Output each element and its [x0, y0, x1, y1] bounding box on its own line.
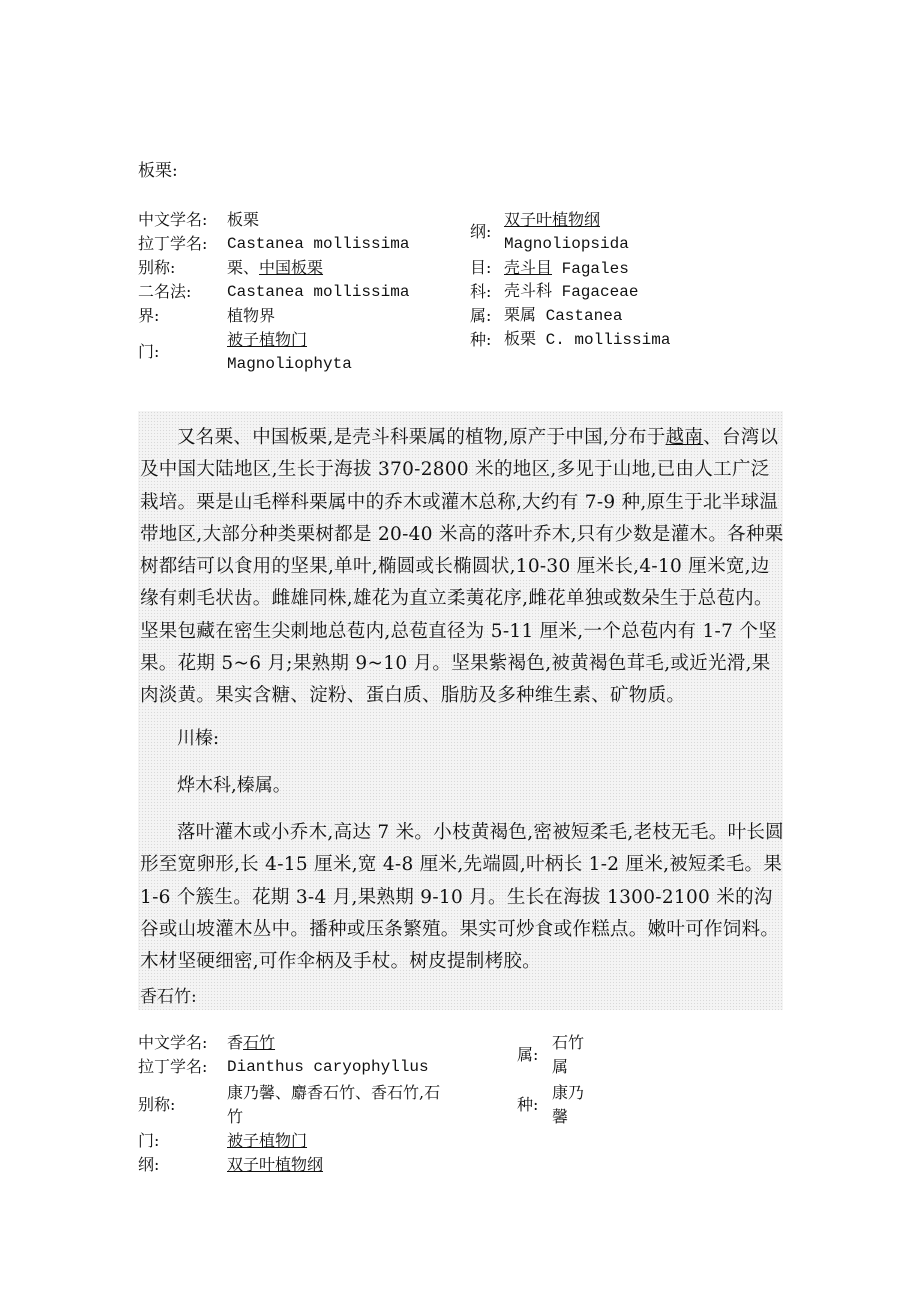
vietnam-link[interactable]: 越南 — [665, 427, 704, 448]
hazel-description — [140, 817, 785, 978]
value-carnation-species-2: 馨 — [552, 1107, 569, 1126]
value-phylum-link[interactable]: 被子植物门 — [227, 330, 308, 349]
label-alias: 别称: — [138, 258, 176, 277]
label-class: 纲: — [470, 222, 492, 241]
value-class-link[interactable]: 双子叶植物纲 — [504, 210, 601, 229]
chestnut-heading: 板栗: — [138, 161, 178, 181]
value-carnation-genus-1: 石竹 — [552, 1033, 585, 1052]
label-carnation-class: 纲: — [138, 1155, 160, 1174]
label-genus: 属: — [470, 306, 492, 325]
label-kingdom: 界: — [138, 306, 160, 325]
chestnut-text-b: 、台湾以及中国大陆地区,生长于海拔 370-2800 米的地区,多见于山地,已由人工广泛栽培。栗是山毛榉科栗属中的乔木或灌木总称,大约有 7-9 种,原生于北半球温带地区,大部分种类栗树都是 20-40 米高的落叶乔木,只有少数是灌木。各种栗树都结可以食用的坚果,单叶,椭圆或长椭圆状,10-30 厘米长,4-10 厘米宽,边缘有刺毛状齿。雌雄同株,雄花为直立柔荑花序,雌花单独或数朵生于总苞内。坚果包藏在密生尖刺地总苞内,总苞直径为 5-11 厘米,一个总苞内有 1-7 个坚果。花期 5~6 月;果熟期 9~10 月。坚果紫褐色,被黄褐色茸毛,或近光滑,果肉淡黄。果实含糖、淀粉、蛋白质、脂肪及多种维生素、矿物质。 — [140, 427, 784, 707]
label-latin-name: 拉丁学名: — [138, 234, 208, 253]
value-genus: 栗属 Castanea — [504, 307, 623, 325]
carnation-cn-a: 香 — [227, 1033, 244, 1052]
carnation-cn-link[interactable]: 石竹 — [243, 1033, 276, 1052]
value-carnation-latin: Dianthus caryophyllus — [227, 1058, 429, 1076]
hazel-paragraph: 落叶灌木或小乔木,高达 7 米。小枝黄褐色,密被短柔毛,老枝无毛。叶长圆形至宽卵形,长 4-15 厘米,宽 4-8 厘米,先端圆,叶柄长 1-2 厘米,被短柔毛。果 1-6 个簇生。花期 3-4 月,果熟期 9-10 月。生长在海拔 1300-2100 米的沟谷或山坡灌木丛中。播种或压条繁殖。果实可炒食或作糕点。嫩叶可作饲料。木材坚硬细密,可作伞柄及手杖。树皮提制栲胶。 — [140, 822, 784, 973]
order-link[interactable]: 壳斗目 — [504, 258, 553, 277]
carnation-heading: 香石竹: — [140, 987, 197, 1007]
value-kingdom: 植物界 — [227, 306, 276, 325]
chestnut-info-right — [470, 208, 770, 358]
order-latin: Fagales — [552, 260, 629, 278]
chestnut-description — [140, 422, 785, 713]
alias-text: 栗、 — [227, 258, 260, 277]
carnation-info-right — [517, 1031, 637, 1131]
value-carnation-species-1: 康乃 — [552, 1083, 585, 1102]
hazel-family: 烨木科,榛属。 — [177, 775, 291, 796]
value-alias — [227, 256, 323, 280]
value-carnation-alias-2: 竹 — [227, 1107, 244, 1126]
label-carnation-alias: 别称: — [138, 1095, 176, 1114]
chestnut-info-left — [138, 208, 468, 378]
label-species: 种: — [470, 330, 492, 349]
label-family: 科: — [470, 282, 492, 301]
value-class-latin: Magnoliopsida — [504, 235, 629, 253]
value-carnation-phylum-link[interactable]: 被子植物门 — [227, 1131, 308, 1150]
label-carnation-cn: 中文学名: — [138, 1033, 208, 1052]
value-carnation-alias-1: 康乃馨、麝香石竹、香石竹,石 — [227, 1083, 441, 1102]
value-carnation-cn — [227, 1031, 275, 1055]
label-chinese-name: 中文学名: — [138, 210, 208, 229]
value-carnation-genus-2: 属 — [552, 1057, 569, 1076]
label-binomial: 二名法: — [138, 282, 192, 301]
value-family: 壳斗科 Fagaceae — [504, 283, 639, 301]
value-chinese-name: 板栗 — [227, 210, 260, 229]
label-carnation-species: 种: — [517, 1095, 539, 1114]
value-phylum-latin: Magnoliophyta — [227, 355, 352, 373]
hazel-heading: 川榛: — [177, 728, 220, 749]
alias-link[interactable]: 中国板栗 — [259, 258, 324, 277]
label-carnation-latin: 拉丁学名: — [138, 1057, 208, 1076]
value-latin-name: Castanea mollissima — [227, 235, 410, 253]
value-species: 板栗 C. mollissima — [504, 331, 671, 349]
value-order — [504, 256, 629, 281]
label-carnation-genus: 属: — [517, 1045, 539, 1064]
carnation-info-left — [138, 1031, 498, 1181]
chestnut-text-a: 又名栗、中国板栗,是壳斗科栗属的植物,原产于中国,分布于 — [177, 427, 666, 448]
label-carnation-phylum: 门: — [138, 1131, 160, 1150]
label-phylum: 门: — [138, 342, 160, 361]
value-binomial: Castanea mollissima — [227, 283, 410, 301]
label-order: 目: — [470, 258, 492, 277]
chestnut-paragraph — [140, 422, 785, 713]
value-carnation-class-link[interactable]: 双子叶植物纲 — [227, 1155, 324, 1174]
